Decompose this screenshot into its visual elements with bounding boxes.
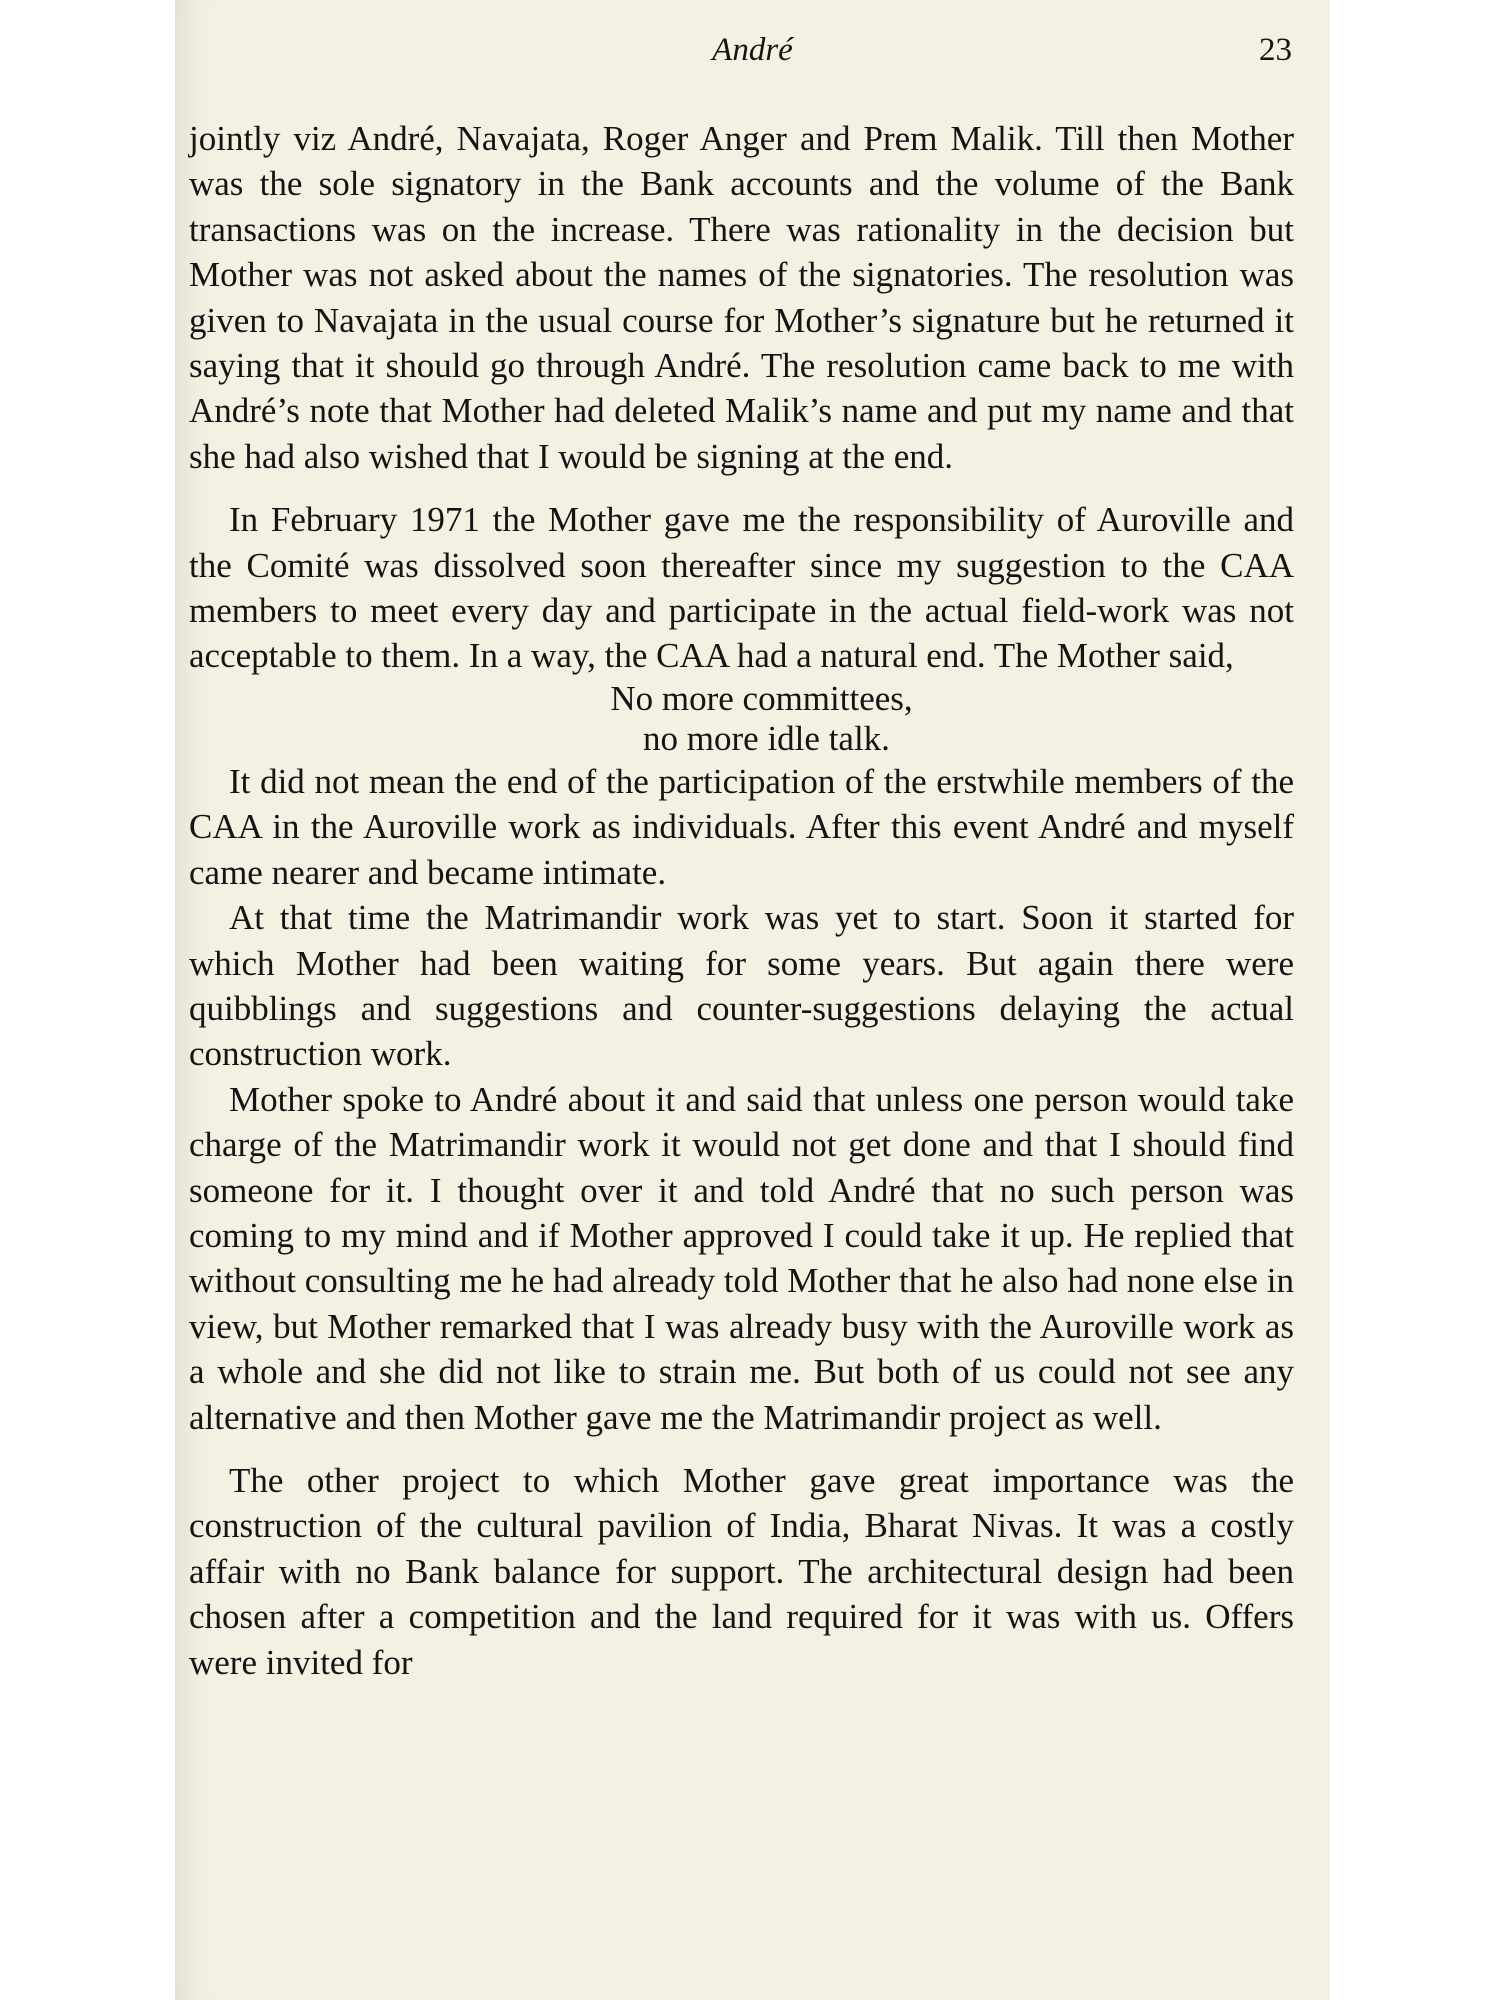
running-title: André xyxy=(712,32,793,68)
paragraph: It did not mean the end of the participation of the erstwhile members of the CAA in the Auroville work as individuals. After this event André and myself came nearer and became intimate. xyxy=(189,761,1294,892)
body-text xyxy=(189,116,1294,1685)
book-page xyxy=(175,0,1330,2000)
paragraph: Mother spoke to André about it and said that unless one person would take charge of the Matrimandir work it would not get done and that I should find someone for it. I thought over it and told André that no such person was coming to my mind and if Mother approved I could take it up. He replied that without consulting me he had already told Mother that he also had none else in view, but Mother remarked that I was already busy with the Auroville work as a whole and she did not like to strain me. But both of us could not see any alternative and then Mother gave me the Matrimandir project as well. xyxy=(189,1079,1294,1437)
paragraph: jointly viz André, Navajata, Roger Anger and Prem Malik. Till then Mother was the sole signatory in the Bank accounts and the volume of the Bank transactions was on the increase. There was rationality in the decision but Mother was not asked about the names of the signatories. The resolution was given to Navajata in the usual course for Mother’s signature but he returned it saying that it should go through André. The resolution came back to me with André’s note that Mother had deleted Malik’s name and put my name and that she had also wished that I would be signing at the end. xyxy=(189,119,1294,476)
quote-line: no more idle talk. xyxy=(643,718,890,758)
paragraph: At that time the Matrimandir work was yet to start. Soon it started for which Mother had been waiting for some years. But again there were quibblings and suggestions and counter-suggestions delaying the actual construction work. xyxy=(189,898,1294,1074)
block-quote xyxy=(189,679,1294,759)
page-number: 23 xyxy=(1259,32,1292,68)
page-header xyxy=(175,28,1330,73)
paragraph: In February 1971 the Mother gave me the responsibility of Auroville and the Comité was dissolved soon thereafter since my suggestion to the CAA members to meet every day and participate in the actual field-work was not acceptable to them. In a way, the CAA had a natural end. The Mother said, xyxy=(189,500,1294,676)
paragraph: The other project to which Mother gave great importance was the construction of the cultural pavilion of India, Bharat Nivas. It was a costly affair with no Bank balance for support. The architectural design had been chosen after a competition and the land required for it was with us. Offers were invited for xyxy=(189,1460,1294,1682)
quote-line: No more committees, xyxy=(610,678,913,718)
